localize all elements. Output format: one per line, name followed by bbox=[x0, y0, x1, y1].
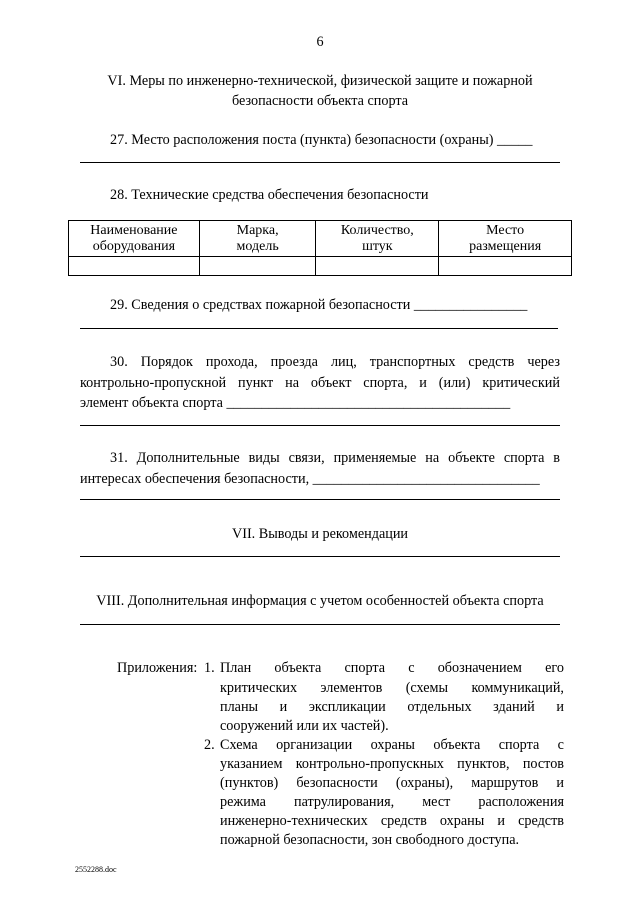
word: его bbox=[545, 660, 564, 676]
word: связи, bbox=[288, 450, 325, 466]
word: зданий bbox=[493, 699, 535, 715]
word: лиц, bbox=[330, 354, 357, 370]
header-location bbox=[439, 221, 572, 257]
item-27-answer-line bbox=[80, 162, 560, 163]
word: безопасности bbox=[296, 775, 378, 791]
word: (охраны), bbox=[395, 775, 454, 791]
word: объекта bbox=[274, 660, 322, 676]
section-6-title-line2: безопасности объекта спорта bbox=[231, 93, 409, 109]
word: 30. bbox=[110, 354, 128, 370]
word: спорта bbox=[503, 450, 545, 466]
word: Дополнительные bbox=[136, 450, 240, 466]
item-29-text: 29. Сведения о средствах пожарной безопасности ________________ bbox=[110, 297, 528, 313]
appendix-item-2-line3 bbox=[220, 775, 564, 792]
word: и bbox=[419, 375, 427, 391]
word: применяемые bbox=[333, 450, 417, 466]
header-line: размещения bbox=[469, 238, 542, 254]
word: экспликации bbox=[308, 699, 386, 715]
word: 31. bbox=[110, 450, 128, 466]
word: расположения bbox=[478, 794, 564, 810]
word: контрольно-пропускных bbox=[295, 756, 444, 772]
word: отдельных bbox=[407, 699, 472, 715]
word: на bbox=[285, 375, 299, 391]
word: критический bbox=[482, 375, 560, 391]
header-line: штук bbox=[362, 238, 393, 254]
page-number: 6 bbox=[316, 34, 324, 50]
item-31-answer-line bbox=[80, 499, 560, 500]
appendix-item-2-line6: пожарной безопасности, зон свободного доступа. bbox=[220, 832, 520, 848]
appendix-item-1-number: 1. bbox=[204, 660, 215, 676]
word: охраны bbox=[370, 737, 415, 753]
word: пунктов, bbox=[457, 756, 510, 772]
word: и bbox=[279, 699, 288, 715]
item-30-answer-line bbox=[80, 425, 560, 426]
word: через bbox=[527, 354, 560, 370]
word: спорта bbox=[344, 660, 386, 676]
table-cell bbox=[316, 257, 439, 276]
header-line: Место bbox=[486, 222, 525, 238]
word: охраны bbox=[439, 813, 485, 829]
equipment-table bbox=[68, 220, 572, 276]
word: в bbox=[553, 450, 560, 466]
word: виды bbox=[248, 450, 280, 466]
word: План bbox=[220, 660, 252, 676]
word: обозначением bbox=[437, 660, 522, 676]
header-line: модель bbox=[236, 238, 279, 254]
word: транспортных bbox=[369, 354, 456, 370]
section-8-answer-line bbox=[80, 624, 560, 625]
item-31-line1 bbox=[110, 450, 560, 467]
word: средств bbox=[518, 813, 564, 829]
appendix-item-1-line4: сооружений или их частей). bbox=[220, 718, 389, 734]
header-quantity bbox=[316, 221, 439, 257]
word: и bbox=[556, 775, 564, 791]
word: указанием bbox=[220, 756, 283, 772]
word: инженерно-технических bbox=[220, 813, 368, 829]
word: с bbox=[408, 660, 415, 676]
word: объекта bbox=[433, 737, 481, 753]
header-line: Количество, bbox=[340, 222, 414, 238]
word: с bbox=[557, 737, 564, 753]
header-brand-model bbox=[199, 221, 316, 257]
word: пункт bbox=[238, 375, 274, 391]
word: на bbox=[425, 450, 440, 466]
section-7-answer-line bbox=[80, 556, 560, 557]
word: режима bbox=[220, 794, 266, 810]
word: и bbox=[497, 813, 505, 829]
word: и bbox=[556, 699, 564, 715]
table-cell bbox=[69, 257, 200, 276]
word: средств bbox=[468, 354, 515, 370]
item-30-line1 bbox=[110, 354, 560, 371]
word: мест bbox=[422, 794, 451, 810]
word: спорта bbox=[498, 737, 540, 753]
appendix-item-2-line4 bbox=[220, 794, 564, 811]
footer-filename: 2552288.doc bbox=[75, 865, 117, 874]
section-6-title-line1: VI. Меры по инженерно-технической, физической защите и пожарной bbox=[107, 73, 533, 89]
word: маршрутов bbox=[471, 775, 539, 791]
word: планы bbox=[220, 699, 259, 715]
word: критических bbox=[220, 680, 298, 696]
appendix-item-2-line1 bbox=[220, 737, 564, 754]
table-header-row bbox=[69, 221, 572, 257]
word: (или) bbox=[438, 375, 471, 391]
header-equipment-name bbox=[69, 221, 200, 257]
appendix-item-2-number: 2. bbox=[204, 737, 215, 753]
item-31-line2: интересах обеспечения безопасности, ________________________________ bbox=[80, 471, 540, 487]
word: Порядок bbox=[140, 354, 193, 370]
word: патрулирования, bbox=[293, 794, 395, 810]
word: средств bbox=[380, 813, 427, 829]
section-8-title: VIII. Дополнительная информация с учетом особенностей объекта спорта bbox=[96, 593, 544, 609]
item-30-line2 bbox=[80, 375, 560, 392]
header-line: оборудования bbox=[92, 238, 176, 254]
header-line: Наименование bbox=[90, 222, 178, 238]
word: контрольно-пропускной bbox=[80, 375, 227, 391]
appendix-item-1-line2 bbox=[220, 680, 564, 697]
header-line: Марка, bbox=[236, 222, 279, 238]
word: объект bbox=[310, 375, 352, 391]
table-row bbox=[69, 257, 572, 276]
table-cell bbox=[439, 257, 572, 276]
item-30-line3: элемент объекта спорта ________________________________________ bbox=[80, 395, 511, 411]
section-7-title: VII. Выводы и рекомендации bbox=[231, 526, 409, 542]
appendix-item-1-line3 bbox=[220, 699, 564, 716]
item-28-text: 28. Технические средства обеспечения безопасности bbox=[110, 187, 429, 203]
word: элементов bbox=[320, 680, 383, 696]
word: (пунктов) bbox=[220, 775, 279, 791]
appendix-item-1-line1 bbox=[220, 660, 564, 677]
word: коммуникаций, bbox=[471, 680, 564, 696]
word: проезда bbox=[270, 354, 318, 370]
appendix-item-2-line5 bbox=[220, 813, 564, 830]
appendix-label: Приложения: bbox=[117, 660, 198, 676]
item-27-text: 27. Место расположения поста (пункта) безопасности (охраны) _____ bbox=[110, 132, 533, 148]
table-cell bbox=[199, 257, 316, 276]
word: организации bbox=[276, 737, 353, 753]
word: постов bbox=[522, 756, 564, 772]
appendix-item-2-line2 bbox=[220, 756, 564, 773]
word: Схема bbox=[220, 737, 258, 753]
word: прохода, bbox=[205, 354, 258, 370]
word: объекте bbox=[448, 450, 495, 466]
word: спорта, bbox=[363, 375, 408, 391]
word: (схемы bbox=[405, 680, 449, 696]
item-29-answer-line bbox=[80, 328, 558, 329]
